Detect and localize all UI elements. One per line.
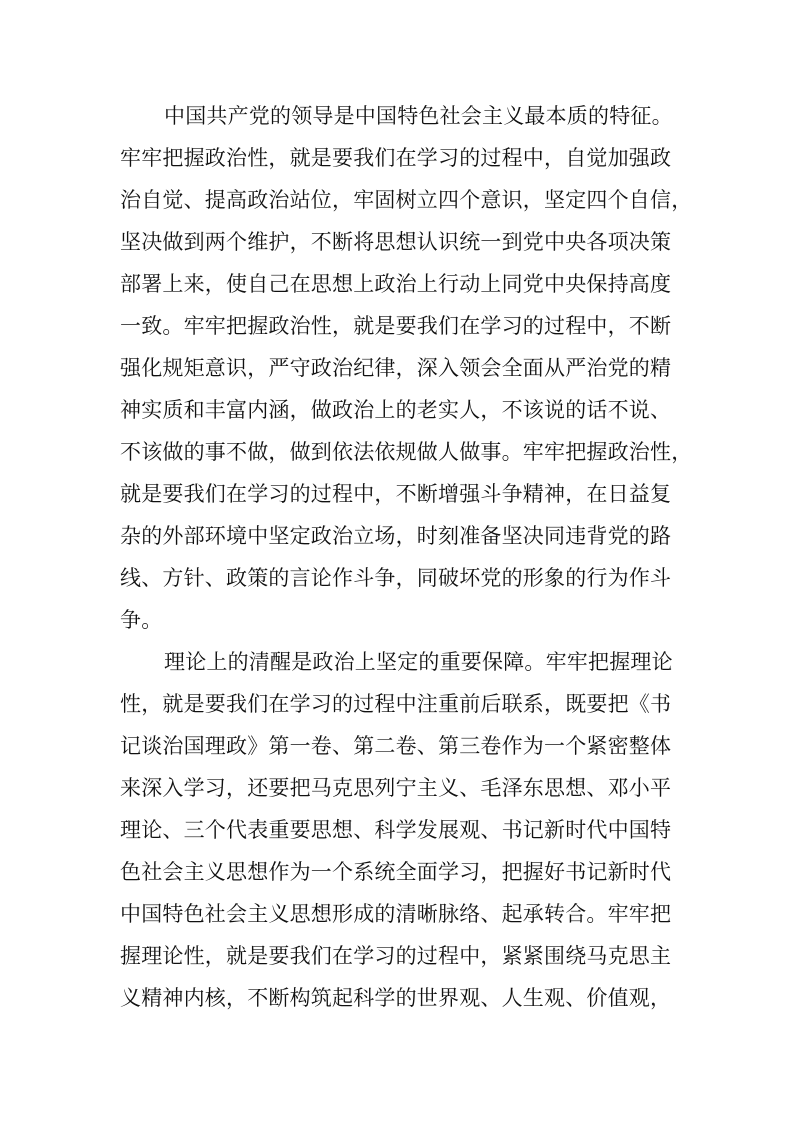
text-line: 部署上来，使自己在思想上政治上行动上同党中央保持高度 <box>120 272 672 296</box>
text-line: 就是要我们在学习的过程中，不断增强斗争精神，在日益复 <box>120 482 672 506</box>
text-line: 争。 <box>120 608 163 632</box>
text-line: 神实质和丰富内涵，做政治上的老实人，不该说的话不说、 <box>120 398 672 422</box>
text-line: 义精神内核，不断构筑起科学的世界观、人生观、价值观， <box>120 986 672 1010</box>
text-line: 握理论性，就是要我们在学习的过程中，紧紧围绕马克思主 <box>120 944 672 968</box>
text-line: 牢牢把握政治性，就是要我们在学习的过程中，自觉加强政 <box>120 146 672 170</box>
text-line: 杂的外部环境中坚定政治立场，时刻准备坚决同违背党的路 <box>120 524 672 548</box>
text-line: 来深入学习，还要把马克思列宁主义、毛泽东思想、邓小平 <box>120 776 672 800</box>
text-line: 强化规矩意识，严守政治纪律，深入领会全面从严治党的精 <box>120 356 672 380</box>
text-line: 治自觉、提高政治站位，牢固树立四个意识，坚定四个自信， <box>120 188 693 212</box>
text-line: 坚决做到两个维护，不断将思想认识统一到党中央各项决策 <box>120 230 672 254</box>
text-line: 记谈治国理政》第一卷、第二卷、第三卷作为一个紧密整体 <box>120 734 672 758</box>
text-line: 理论、三个代表重要思想、科学发展观、书记新时代中国特 <box>120 818 672 842</box>
text-line: 线、方针、政策的言论作斗争，同破坏党的形象的行为作斗 <box>120 566 672 590</box>
text-line: 不该做的事不做，做到依法依规做人做事。牢牢把握政治性， <box>120 440 693 464</box>
text-line: 中国特色社会主义思想形成的清晰脉络、起承转合。牢牢把 <box>120 902 672 926</box>
text-line: 一致。牢牢把握政治性，就是要我们在学习的过程中，不断 <box>120 314 672 338</box>
text-line: 色社会主义思想作为一个系统全面学习，把握好书记新时代 <box>120 860 672 884</box>
text-line: 性，就是要我们在学习的过程中注重前后联系，既要把《书 <box>120 692 672 716</box>
text-line: 理论上的清醒是政治上坚定的重要保障。牢牢把握理论 <box>164 650 673 674</box>
text-line: 中国共产党的领导是中国特色社会主义最本质的特征。 <box>164 104 673 128</box>
